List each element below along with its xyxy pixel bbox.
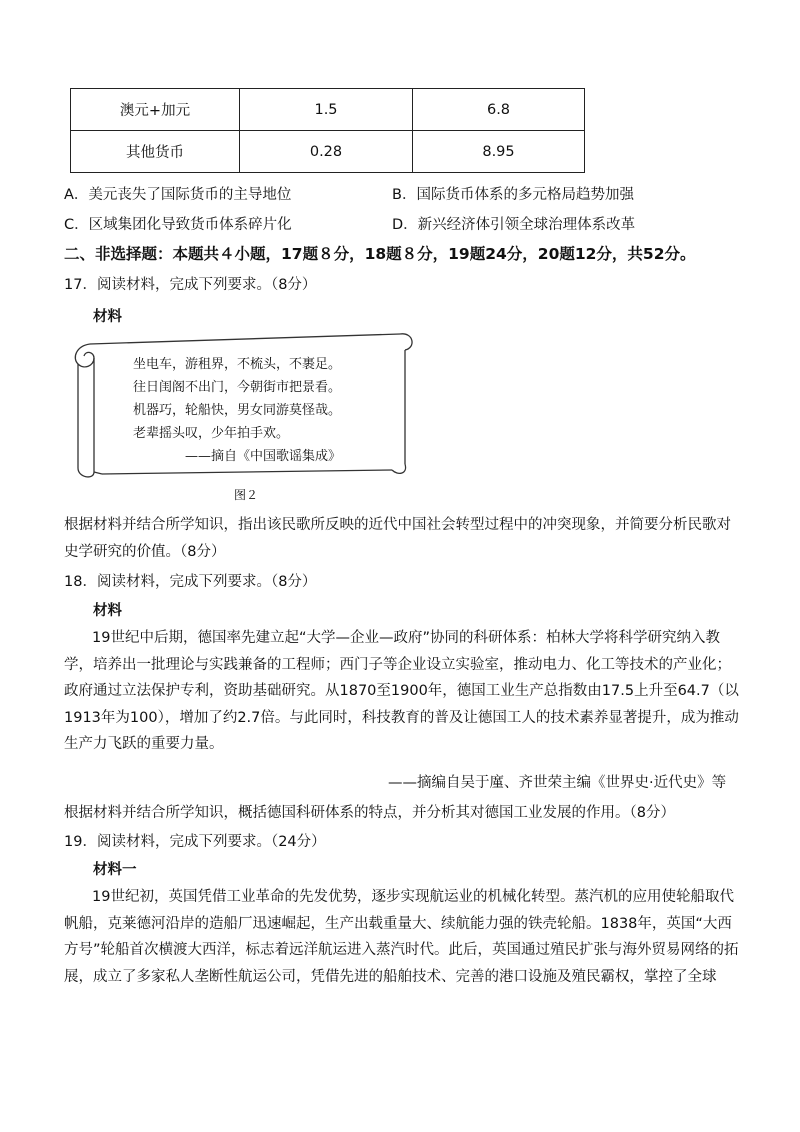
question-17-stem: 17．阅读材料，完成下列要求。（8分） [64, 277, 317, 293]
table-cell: 0.28 [240, 131, 413, 173]
table-cell: 6.8 [413, 89, 585, 131]
table-cell: 其他货币 [71, 131, 240, 173]
poem-line: 老辈摇头叹，少年拍手欢。 [133, 426, 290, 441]
material-label: 材料一 [93, 862, 137, 878]
poem-source: ——摘自《中国歌谣集成》 [185, 449, 342, 464]
question-17-task: 根据材料并结合所学知识，指出该民歌所反映的近代中国社会转型过程中的冲突现象，并简要分析民歌对史学研究的价值。（8分） [64, 517, 731, 560]
poem-line: 机器巧，轮船快，男女同游莫怪哉。 [133, 403, 342, 418]
option-a: A．美元丧失了国际货币的主导地位 [64, 187, 292, 203]
question-18-material: 19世纪中后期，德国率先建立起“大学—企业—政府”协同的科研体系：柏林大学将科学研究纳入教学，培养出一批理论与实践兼备的工程师；西门子等企业设立实验室，推动电力、化工等技术的产业化；政府通过立法保护专利，资助基础研究。从1870至1900年，德国工业生产总指数由17.5上升至64.7（以1913年为100），增加了约2.7倍。与此同时，科技教育的普及让德国工人的技术素养显著提升，成为推动生产力飞跃的重要力量。 [64, 630, 739, 752]
table-cell: 8.95 [413, 131, 585, 173]
section-heading: 二、非选择题：本题共４小题，17题８分，18题８分，19题24分，20题12分，共52分。 [64, 245, 696, 263]
question-18-stem: 18．阅读材料，完成下列要求。（8分） [64, 574, 317, 590]
currency-table [70, 88, 585, 173]
table-row [71, 131, 585, 173]
table-cell: 澳元+加元 [71, 89, 240, 131]
material-source: ——摘编自吴于廑、齐世荣主编《世界史·近代史》等 [388, 775, 727, 791]
table-row [71, 89, 585, 131]
figure-caption: 图２ [234, 488, 259, 502]
question-19-material: 19世纪初，英国凭借工业革命的先发优势，逐步实现航运业的机械化转型。蒸汽机的应用使轮船取代帆船，克莱德河沿岸的造船厂迅速崛起，生产出载重量大、续航能力强的铁壳轮船。1838年，英国“大西方号”轮船首次横渡大西洋，标志着远洋航运进入蒸汽时代。此后，英国通过殖民扩张与海外贸易网络的拓展，成立了多家私人垄断性航运公司，凭借先进的船舶技术、完善的港口设施及殖民霸权，掌控了全球 [64, 889, 739, 985]
option-c: C．区域集团化导致货币体系碎片化 [64, 217, 292, 233]
material-label: 材料 [93, 603, 122, 619]
question-19-stem: 19．阅读材料，完成下列要求。（24分） [64, 834, 326, 850]
material-label: 材料 [93, 309, 122, 325]
poem-line: 往日闺阁不出门，今朝街市把景看。 [133, 380, 342, 395]
option-b: B．国际货币体系的多元格局趋势加强 [392, 187, 634, 203]
table-cell: 1.5 [240, 89, 413, 131]
poem-line: 坐电车，游租界，不梳头，不裹足。 [133, 357, 342, 372]
option-d: D．新兴经济体引领全球治理体系改革 [392, 217, 636, 233]
question-18-task: 根据材料并结合所学知识，概括德国科研体系的特点，并分析其对德国工业发展的作用。（8分） [64, 805, 675, 821]
